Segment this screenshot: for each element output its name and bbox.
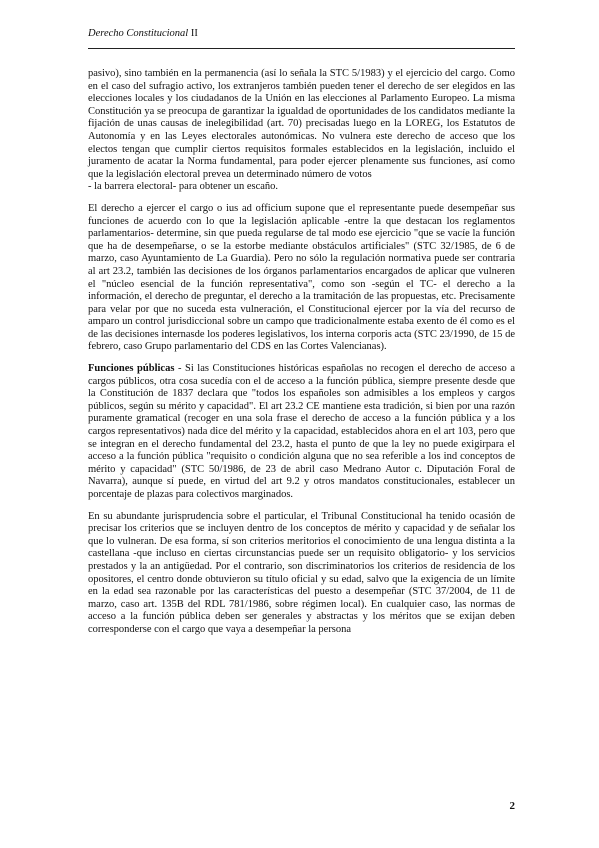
header-roman: II <box>190 28 198 39</box>
paragraph-1-text: pasivo), sino también en la permanencia (así lo señala la STC 5/1983) y el ejercicio del cargo. Como en el caso del sufragio activo, los extranjeros también pueden tener el derecho de ser elegidos en las elecciones locales y los ciudadanos de la Unión en las elecciones al Parlamento Europeo. La misma Constitución ya se preocupa de garantizar la igualdad de oportunidades de los candidatos mediante la fijación de unas causas de inelegibilidad (art. 70) precisadas luego en la LOREG, los Estatutos de Autonomía y en las Leyes electorales autonómicas. No vulnera este derecho de acceso que los electos tengan que cumplir ciertos requisitos formales establecidos en la legislación, incluido el juramento de acatar la Norma fundamental, para poder ejercer plenamente sus funciones, así como que la legislación electoral prevea un determinado número de votos <box>88 68 515 180</box>
section-heading-funciones-publicas: Funciones públicas <box>88 363 175 375</box>
paragraph-3 <box>88 363 515 502</box>
page-number: 2 <box>509 800 515 812</box>
paragraph-4 <box>88 511 515 637</box>
document-body <box>88 68 515 644</box>
paragraph-1-tail: - la barrera electoral- para obtener un escaño. <box>88 181 279 193</box>
paragraph-2-text: El derecho a ejercer el cargo o ius ad officium supone que el representante puede desempeñar sus funciones de acuerdo con lo que la legislación aplicable -entre la que destacan los reglamentos parlamentarios- determine, sin que pueda regularse de tal modo ese ejercicio "que se vacíe la función que ha de desempeñarse, o se la estorbe mediante obstáculos artificiales" (STC 32/1985, de 6 de marzo, caso Ayuntamiento de La Guardia). Pero no sólo la regulación normativa puede ser contraria al art 23.2, también las decisiones de los órganos parlamentarios encargados de aplicar que vulneren el "núcleo esencial de la función representativa", como son -según el TC- el derecho a la información, el derecho de preguntar, el derecho a la tramitación de las propuestas, etc. Precisamente para velar por que no suceda esta vulneración, el Constitucional ejercer por la vía del recurso de amparo un control jurisdiccional sobre un campo que tradicionalmente estaba exento de él como es el de las decisiones internasde los poderes legislativos, los interna corporis acta (STC 23/1990, de 15 de febrero, caso Grupo parlamentario del CDS en las Cortes Valencianas). <box>88 202 515 353</box>
paragraph-3-text: - Si las Constituciones históricas españolas no recogen el derecho de acceso a cargos públicos, otra cosa sucedía con el de acceso a la función pública, siempre presente desde que la Constitución de 1837 declara que "todos los españoles son admisibles a los empleos y cargos públicos, según su mérito y capacidad". El art 23.2 CE mantiene esta tradición, si bien por una razón puramente gramatical (recoger en una sola frase el derecho de acceso a la función pública y a los cargos representativos) nada dice del mérito y la capacidad, establecidos ahora en el art 103, pero que se integran en el derecho fundamental del 23.2, hasta el punto de que la ley no puede exigirpara el acceso a la función pública "requisito o condición alguna que no sea referible a los ind conceptos de mérito y capacidad" (STC 50/1986, de 23 de abril caso Medrano Autor c. Diputación Foral de Navarra), aunque sí puede, en virtud del art 9.2 y otros mandatos constitucionales, establecer un porcentaje de plazas para colectivos marginados. <box>88 363 515 500</box>
header-rule <box>88 48 515 49</box>
paragraph-2 <box>88 203 515 354</box>
running-header <box>88 28 198 39</box>
paragraph-4-text: En su abundante jurisprudencia sobre el particular, el Tribunal Constitucional ha tenido ocasión de precisar los criterios que se incluyen dentro de los conceptos de mérito y capacidad y de señalar los que lo vulneran. De esa forma, sí son criterios meritorios el conocimiento de una lengua distinta a la castellana -que incluso en ciertas circunstancias puede ser un requisito obligatorio- y los servicios prestados y la an antigüedad. Por el contrario, son discriminatorios los criterios de residencia de los opositores, el centro donde obtuvieron su título oficial y su edad, salvo que la exigencia de un límite en la edad sea razonable por las características del puesto a desempeñar (STC 37/2004, de 11 de marzo, caso art. 135B del RDL 781/1986, sobre régimen local). En cualquier caso, las normas de acceso a la función pública deben ser generales y abstractas y los méritos que se exijan deben corresponderse con el cargo que vaya a desempeñar la persona <box>88 510 515 635</box>
header-title: Derecho Constitucional <box>88 28 189 39</box>
paragraph-1 <box>88 68 515 194</box>
